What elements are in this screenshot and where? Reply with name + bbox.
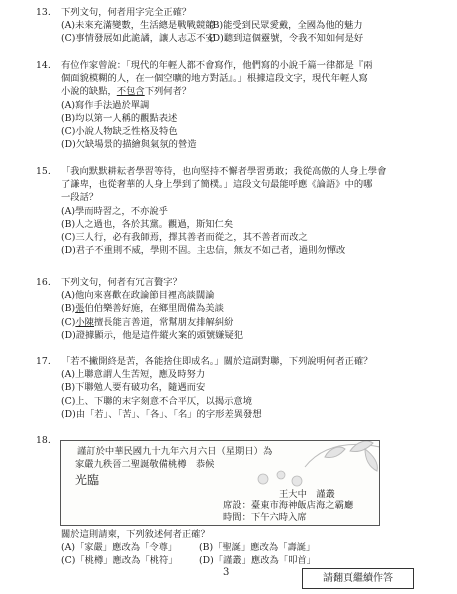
question-16 (36, 276, 436, 342)
stem-text: 小說的缺點， (61, 86, 117, 98)
question-stem: 下列文句，何者有冗言贅字？ (61, 277, 182, 288)
question-17 (36, 355, 436, 421)
option-b: (B)下聯勉人要有破功名，隨遇而安 (61, 382, 206, 394)
question-13 (36, 6, 436, 46)
option-text: 伯伯樂善好施，在鄉里間備為美談 (84, 303, 224, 315)
question-stem: 關於這則請柬，下列敘述何者正確？ (61, 529, 210, 540)
question-18-body (36, 528, 436, 568)
question-number: 13. (36, 7, 51, 18)
option-d: (D)聽到這個靈號，令我不知如何是好 (209, 33, 364, 45)
continue-notice: 請翻頁繼續作答 (302, 568, 414, 589)
invitation-card (60, 440, 380, 526)
question-number: 15. (36, 166, 51, 177)
option-c (61, 316, 436, 329)
option-d: (D)證據顯示，他是這件縱火案的頭號嫌疑犯 (61, 329, 244, 341)
question-number: 18. (36, 435, 51, 446)
option-c: (C)上、下聯的末字刻意不合平仄，以揭示意境 (61, 395, 253, 407)
underlined-name: 張 (75, 303, 85, 315)
invitation-line-3: 光臨 (75, 473, 100, 487)
question-stem-line: 個面貌模糊的人，在一個空曠的地方對話』。」根據這段文字，現代年輕人寫 (61, 73, 368, 85)
invitation-line-2: 家嚴九秩晉二聖誕敬備桃樽 恭候 (75, 459, 215, 470)
question-number: 14. (36, 60, 51, 71)
option-c: (C)事情發展如此詭譎，讓人志忑不安 (61, 33, 215, 45)
underlined-name: 小陳 (75, 316, 94, 328)
invitation-venue: 席設：臺東市海神飯店海之霸廳 (223, 500, 354, 511)
option-d: (D)君子不重則不威，學則不固。主忠信，無友不如己者，過則勿憚改 (61, 245, 346, 257)
option-a: (A)他向來喜歡在政論節目裡高談闊論 (61, 290, 215, 302)
question-number: 16. (36, 277, 51, 288)
page-number: 3 (223, 567, 230, 578)
option-b: (B)能受到民眾愛戴，全國為他的魅力 (209, 20, 363, 32)
option-c: (C)「桃樽」應改為「桃符」 (61, 555, 178, 567)
option-c: (C)小說人物缺乏性格及特色 (61, 125, 178, 137)
invitation-time: 時間：下午六時入席 (223, 512, 307, 523)
option-label: (C) (61, 316, 76, 328)
option-d: (D)「謹叢」應改為「叩首」 (199, 555, 316, 567)
question-stem-line: 有位作家曾說：「現代的年輕人都不會寫作，他們寫的小說千篇一律都是『兩 (61, 60, 373, 71)
stem-text: 下列何者？ (144, 86, 192, 98)
question-stem: 下列文句，何者用字完全正確？ (61, 7, 192, 18)
option-b (61, 302, 436, 315)
question-stem-line (61, 85, 436, 98)
question-number: 17. (36, 356, 51, 367)
option-a: (A)未來充滿變數，生活總是戰戰競競 (61, 20, 215, 32)
question-stem-line: 「我向默默耕耘者學習等待，也向堅持不懈者學習勇敢；我從高傲的人身上學會 (61, 166, 387, 177)
question-15 (36, 165, 436, 257)
option-a: (A)上聯意謂人生苦短，應及時努力 (61, 369, 206, 381)
option-d: (D)由「若」、「苦」、「各」、「名」的字形差異發想 (61, 408, 262, 420)
option-b: (B)均以第一人稱的觀點表述 (61, 112, 178, 124)
option-b: (B)人之過也，各於其黨。觀過，斯知仁矣 (61, 218, 234, 230)
option-d: (D)欠缺場景的描繪與氣氛的營造 (61, 139, 197, 151)
option-b: (B)「聖誕」應改為「壽誕」 (199, 542, 316, 554)
question-14 (36, 59, 436, 151)
underlined-keyword: 不包含 (116, 86, 145, 98)
option-c: (C)三人行，必有我師焉，擇其善者而從之，其不善者而改之 (61, 231, 308, 243)
invitation-line-1: 謹訂於中華民國九十九年六月六日（星期日）為 (77, 446, 273, 457)
question-stem-line: 了謙卑，也從奢華的人身上學到了簡樸。」這段文句最能呼應《論語》中的哪 (61, 179, 373, 191)
option-a: (A)寫作手法過於單調 (61, 99, 150, 111)
question-stem: 「若不撇開終是苦，各能捨住即成名。」關於這副對聯，下列說明何者正確？ (61, 356, 373, 367)
option-a: (A)「家嚴」應改為「令尊」 (61, 542, 178, 554)
option-a: (A)學而時習之，不亦說乎 (61, 205, 168, 217)
option-label: (B) (61, 303, 76, 315)
option-text: 擅長能言善道，常幫朋友排解糾紛 (93, 316, 234, 328)
invitation-host: 王大中 謹叢 (279, 489, 335, 500)
question-stem-line: 一段話？ (61, 192, 99, 204)
